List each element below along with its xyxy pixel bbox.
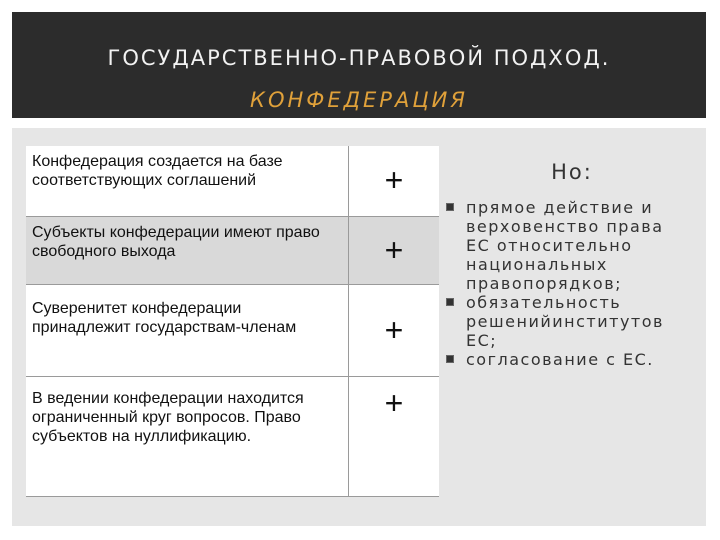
exceptions-heading: Но: bbox=[551, 160, 593, 184]
table-row bbox=[26, 376, 439, 496]
plus-mark: + bbox=[349, 284, 440, 376]
exceptions-panel bbox=[442, 160, 692, 369]
table-cell-text: Конфедерация создается на базе соответствующих соглашений bbox=[26, 146, 349, 216]
plus-mark: + bbox=[349, 376, 440, 496]
list-item bbox=[442, 350, 692, 369]
table-cell-text: В ведении конфедерации находится ограниченный круг вопросов. Право субъектов на нуллификацию. bbox=[26, 376, 349, 496]
square-bullet-icon bbox=[446, 203, 454, 211]
slide-subtitle: КОНФЕДЕРАЦИЯ bbox=[250, 88, 468, 112]
table-row bbox=[26, 146, 439, 216]
slide-title: ГОСУДАРСТВЕННО-ПРАВОВОЙ ПОДХОД. bbox=[107, 46, 611, 70]
list-item-text: согласование с ЕС. bbox=[466, 350, 654, 369]
table-row bbox=[26, 216, 439, 284]
features-table bbox=[26, 146, 439, 497]
list-item-text: обязательность решенийинститутов ЕС; bbox=[466, 293, 664, 350]
exceptions-list bbox=[442, 198, 692, 369]
list-item bbox=[442, 198, 692, 293]
list-item bbox=[442, 293, 692, 350]
table-cell-text: Субъекты конфедерации имеют право свободного выхода bbox=[26, 216, 349, 284]
plus-mark: + bbox=[349, 216, 440, 284]
square-bullet-icon bbox=[446, 355, 454, 363]
table-cell-text: Суверенитет конфедерации принадлежит государствам-членам bbox=[26, 284, 349, 376]
square-bullet-icon bbox=[446, 298, 454, 306]
content-area bbox=[12, 128, 706, 526]
plus-mark: + bbox=[349, 146, 440, 216]
list-item-text: прямое действие и верховенство права ЕС относительно национальных правопорядков; bbox=[466, 198, 664, 293]
table-row bbox=[26, 284, 439, 376]
title-banner bbox=[12, 12, 706, 118]
